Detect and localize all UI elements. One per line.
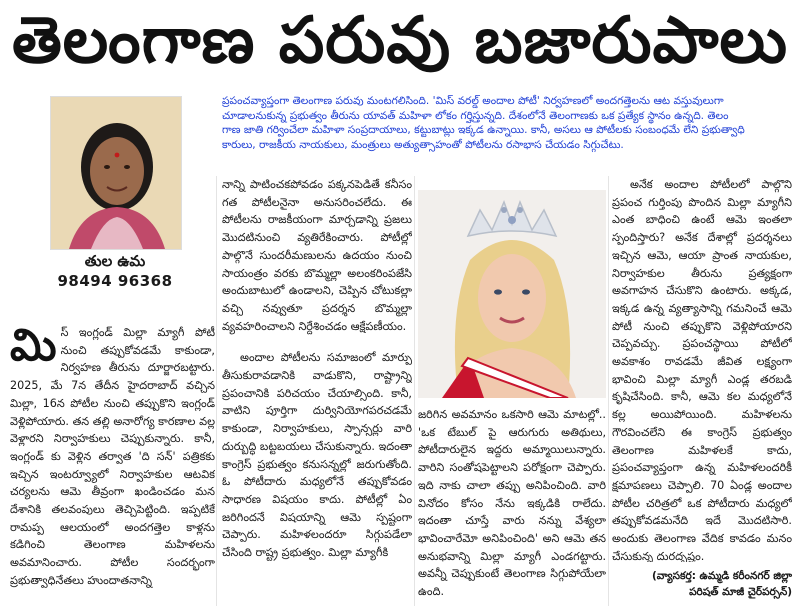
credit-line-1: (వ్యాసకర్త: ఉమ్మడి కరీంనగర్ జిల్లా <box>652 570 792 582</box>
intro-line: కారులు, రాజకీయ నాయకులు, మంత్రులు అత్యుత్సాహంతో పోటీలను రసాభాస చేయడం సిగ్గుచేటు. <box>222 138 624 151</box>
paragraph: అందాల పోటీలను సమాజంలో మార్పు తీసుకురావడానికి వాడుకొని, రాష్ట్రాన్ని ప్రపంచానికి పరిచయం చేయాల్సింది. కానీ, వాటిని పూర్తిగా దుర్వినియోగపరచడమే కాకుండా, నిర్వాహకులు, స్పాన్సర్లు వారి దుర్బుద్ధి బట్టబయలు చేసుకున్నారు. ఇదంతా కాంగ్రెస్ ప్రభుత్వం కనుసన్నల్లో జరుగుతోంది. ఓ పోటీదారు మధ్యలోనే తప్పుకోవడం సాధారణ విషయం కాదు. పోటీల్లో ఏం జరిగిందనే విషయాన్ని ఆమె స్పష్టంగా చెప్పారు. మహిళలందరూ సిగ్గుపడేలా చేసింది రాష్ట్ర ప్రభుత్వం. మిల్లా మ్యాగీకి <box>222 351 412 560</box>
miss-england-photo-image <box>418 190 606 398</box>
author-phone: 98494 96368 <box>57 272 173 290</box>
intro-blurb <box>222 94 790 168</box>
author-name: తుల ఉమ <box>84 252 146 270</box>
column-divider <box>608 176 609 606</box>
miss-england-photo <box>418 190 606 398</box>
paragraph: నాన్ని పాటించకపోవడం పక్కనపెడితే కనీసం గత పోటీలనైనా అనుసరించలేదు. ఈ పోటీలను రాజకీయంగా మార్చడాన్ని ప్రజలు మొదటినుంచి వ్యతిరేకించారు. పోటీల్లో పాల్గొనే సుందరీమణులను ఉదయం నుంచి సాయంత్రం వరకు బొమ్మల్లా అలంకరింపజేసి అందుబాటులో ఉండాలని, చెప్పిన చోటుకల్లా వచ్చి నవ్వుతూ ప్రదర్శన బొమ్మల్లా వ్యవహరించాలని నిర్దేశించడం ఆక్షేపణీయం. <box>222 178 412 333</box>
column-divider <box>414 176 415 606</box>
author-photo <box>50 96 182 250</box>
article-column-3 <box>418 406 606 614</box>
headline: తెలంగాణ పరువు బజారుపాలు <box>11 4 788 78</box>
article-column-2 <box>222 176 412 614</box>
author-credit <box>612 568 792 600</box>
article-column-4 <box>612 176 792 562</box>
credit-line-2: పరిషత్ మాజీ చైర్‌పర్సన్) <box>689 586 792 598</box>
intro-line: గాణ జాతి గర్వించేలా మహిళా సంప్రదాయాలు, కట్టుబాట్లు ఇక్కడ ఉన్నాయి. కానీ, అసలు ఆ పోటీలకు సంబంధమే లేని ప్రభుత్వాధి <box>222 124 745 137</box>
paragraph: జరిగిన అవమానం ఒకసారి ఆమె మాటల్లో.. 'ఒక టేబుల్ పై ఆరుగురు అతిథులు, పోటీదారులైన ఇద్దరు అమ్మాయిలున్నారు. వారిని సంతోషపెట్టాలని పరోక్షంగా చెప్పారు. ఇది నాకు చాలా తప్పు అనిపించింది. వారి వినోదం కోసం నేను ఇక్కడికి రాలేదు. ఇదంతా చూస్తే వారు నన్ను వేశ్యలా భావించారేమో అనిపించింది' అని ఆమె తన అనుభవాన్ని మిల్లా మ్యాగీ ఎండగట్టారు. అవన్నీ చెప్పుకుంటే తెలంగాణ సిగ్గుపోయేలా ఉంది. <box>418 408 606 599</box>
paragraph: అనేక అందాల పోటీలలో పాల్గొని ప్రపంచ గుర్తింపు పొందిన మిల్లా మ్యాగీని ఎంత బాధించి ఉంటే ఆమె ఇంతలా స్పందిస్తారు? అనేక దేశాల్లో ప్రదర్శనలు ఇచ్చిన ఆమె, ఆయా ప్రాంత నాయకుల, నిర్వాహకుల తీరును ప్రత్యక్షంగా అవగాహన చేసుకొని ఉంటారు. అక్కడ, ఇక్కడ ఉన్న వ్యత్యాసాన్ని గమనించే ఆమె పోటీ నుంచి తప్పుకొని వెళ్లిపోయారని చెప్పవచ్చు. ప్రపంచస్థాయి పోటీలో అవకాశం రావడమే జీవిత లక్ష్యంగా భావించి మిల్లా మ్యాగీ ఎండ్ల తరబడి కృషిచేసింది. కానీ, ఆమె కల మధ్యలోనే కల్ల అయిపోయింది. మహిళలను గౌరవించలేని ఈ కాంగ్రెస్ ప్రభుత్వం తెలంగాణ మహిళలకే కాదు, ప్రపంచవ్యాప్తంగా ఉన్న మహిళలందరికీ క్షమాపణలు చెప్పాలి. 70 ఏండ్ల అందాల పోటీల చరిత్రలో ఒక పోటీదారు మధ్యలో తప్పుకోవడమనేది ఇదే మొదటిసారి. అందుకు తెలంగాణ వేదిక కావడం మనం చేసుకున్న దురదృష్టం. <box>612 178 792 562</box>
column-divider <box>216 176 217 606</box>
article-column-1 <box>10 324 215 614</box>
paragraph-text: స్ ఇంగ్లండ్ మిల్లా మ్యాగీ పోటీ నుంచి తప్పుకోవడమే కాకుండా, నిర్వహణ తీరును దూర్జారబట్టారు. 2025, మే 7న తేదీన హైదరాబాద్ వచ్చిన మిల్లా, 16న పోటీల నుంచి తప్పుకొని ఇంగ్లండ్ వెళ్లిపోయారు. తన తల్లి అనారోగ్య కారణాల వల్ల వెళ్లారని నిర్వాహకులు చెప్పుకున్నారు. కానీ, ఇంగ్లండ్ కు వెళ్లిన తర్వాత 'ది సన్' పత్రికకు ఇచ్చిన ఇంటర్వ్యూలో నిర్వాహకుల ఆటవిక చర్యలను ఆమె తీవ్రంగా ఖండించడం మన దేశానికి తలవంపులు తెచ్చిపెట్టింది. ఇప్పటికే రామప్ప ఆలయంలో అందగత్తెల కాళ్లను కడిగించి తెలంగాణ మహిళలను అవమానించారు. పోటీల సందర్భంగా ప్రభుత్వాధినేతలు హుందాతనాన్ని <box>10 326 215 587</box>
intro-line: ప్రపంచవ్యాప్తంగా తెలంగాణ పరువు మంటగలిసింది. 'మిస్ వరల్డ్ అందాల పోటీ' నిర్వహణలో అందగత్తెలను ఆట వస్తువులుగా <box>222 95 724 107</box>
author-photo-image <box>51 97 181 249</box>
intro-line: చూడాలనుకున్న ప్రభుత్వం తీరును యావత్ మహిళా లోకం గర్హిస్తున్నది. దేశంలోనే తెలంగాణకు ఒక ప్రత్యేక స్థానం ఉన్నది. తెలం <box>222 109 729 122</box>
drop-cap: మి <box>10 324 57 371</box>
paragraph <box>10 324 215 590</box>
